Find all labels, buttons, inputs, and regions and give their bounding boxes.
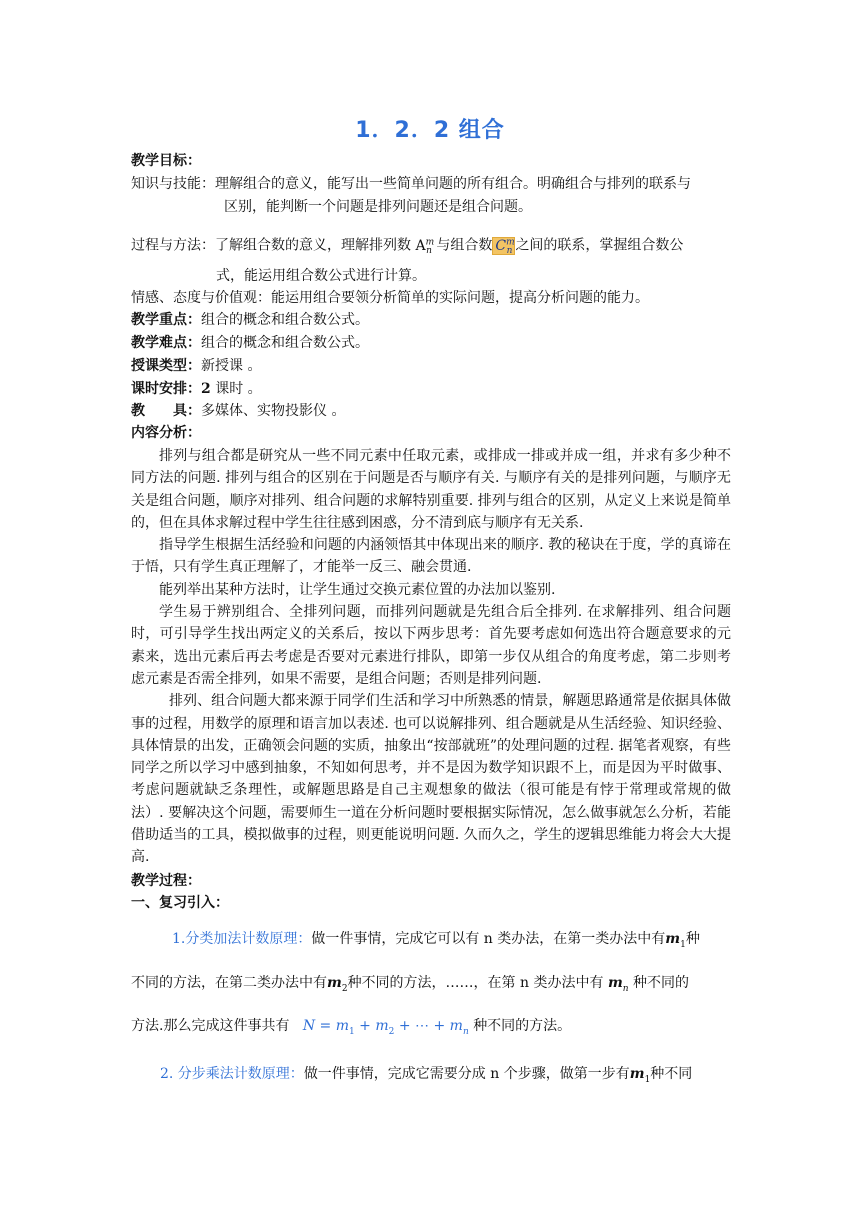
- schedule-num: 2: [201, 381, 211, 397]
- analysis-body: [131, 445, 731, 869]
- tools-line: [131, 400, 731, 422]
- analysis-paragraph-3: 能列举出某种方法时，让学生通过交换元素位置的办法加以鉴别.: [159, 581, 556, 598]
- process-method-line1: [131, 231, 731, 262]
- process-method-line2: 式，能运用组合数公式进行计算。: [216, 268, 426, 284]
- permutation-symbol: $A^m_n$: [415, 237, 435, 257]
- knowledge-skill-line1: 知识与技能：理解组合的意义，能写出一些简单问题的所有组合。明确组合与排列的联系与: [131, 176, 691, 192]
- schedule-label: 课时安排：: [131, 381, 201, 397]
- analysis-paragraph-4: 学生易于辨别组合、全排列问题，而排列问题就是先组合后全排列. 在求解排列、组合问题时，可引导学生找出两定义的关系后，按以下两步思考：首先要考虑如何选出符合题意要求的元素来，选出元素后再去考虑是否要对元素进行排队，即第一步仅从组合的角度考虑，第二步则考虑元素是否需全排列，如果不需要，是组合问题；否则是排列问题.: [131, 604, 731, 687]
- teaching-process-heading: 教学过程：: [131, 873, 201, 889]
- process-method-prefix: 过程与方法：了解组合数的意义，理解排列数: [131, 237, 416, 254]
- combination-symbol: $C^m_n$: [492, 237, 515, 255]
- add-principle-text-2b: 种不同的方法，……，在第 n 类办法中有: [347, 975, 604, 991]
- add-principle-line3: [131, 1015, 731, 1043]
- mn-symbol: $m_n$: [607, 975, 629, 994]
- add-principle-text-3b: 种不同的方法。: [473, 1018, 572, 1034]
- add-principle-line1: [172, 928, 772, 956]
- add-principle-label: 1.分类加法计数原理：: [172, 931, 312, 947]
- difficulty-label: 教学难点：: [131, 335, 201, 351]
- add-principle-line2: [131, 972, 731, 1000]
- emotion-line: 情感、态度与价值观：能运用组合要领分析简单的实际问题，提高分析问题的能力。: [131, 290, 649, 306]
- key-point-line: [131, 309, 731, 331]
- page-title: 1．2．2 组合: [355, 118, 505, 143]
- mul-principle-label: 2. 分步乘法计数原理：: [160, 1066, 304, 1082]
- teaching-goals-heading: 教学目标：: [131, 153, 201, 169]
- add-principle-text-3a: 方法.那么完成这件事共有: [131, 1018, 290, 1034]
- lesson-type-line: [131, 355, 731, 377]
- analysis-paragraph-1: 排列与组合都是研究从一些不同元素中任取元素，或排成一排或并成一组，并求有多少种不同方法的问题. 排列与组合的区别在于问题是否与顺序有关. 与顺序有关的是排列问题，与顺序无关是组合问题，顺序对排列、组合问题的求解特别重要. 排列与组合的区别，从定义上来说是简单的，但在具体求解过程中学生往往感到困惑，分不清到底与顺序有无关系.: [131, 448, 731, 531]
- review-heading: 一、复习引入：: [131, 895, 229, 911]
- process-method-suffix: 之间的联系，掌握组合数公: [515, 237, 684, 254]
- lesson-type-text: 新授课 。: [201, 358, 262, 374]
- mul-principle-text-1-end: 种不同: [650, 1066, 693, 1082]
- m1-symbol: $m_1$: [665, 931, 686, 950]
- knowledge-skill-line2: 区别，能判断一个问题是排列问题还是组合问题。: [224, 199, 532, 215]
- difficulty-line: [131, 332, 731, 354]
- schedule-line: [131, 378, 731, 400]
- m1-symbol-2: $m_1$: [629, 1066, 651, 1085]
- analysis-heading: 内容分析：: [131, 425, 201, 441]
- mul-principle-line1: [160, 1063, 760, 1091]
- difficulty-text: 组合的概念和组合数公式。: [201, 335, 369, 351]
- sum-formula: $N = m_1 + m_2$ + ⋯ + $m_n$: [302, 1018, 469, 1037]
- lesson-type-label: 授课类型：: [131, 358, 201, 374]
- add-principle-text-1: 做一件事情，完成它可以有 n 类办法，在第一类办法中有: [311, 931, 666, 947]
- tools-label: 教 具：: [131, 403, 201, 419]
- tools-text: 多媒体、实物投影仪 。: [201, 403, 346, 419]
- add-principle-text-2c: 种不同的: [633, 975, 690, 991]
- m2-symbol: $m_2$: [327, 975, 348, 994]
- schedule-text: 课时 。: [210, 381, 262, 397]
- analysis-paragraph-5: 排列、组合问题大都来源于同学们生活和学习中所熟悉的情景，解题思路通常是依据具体做事的过程，用数学的原理和语言加以表述. 也可以说解排列、组合题就是从生活经验、知识经验、具体情景的出发，正确领会问题的实质，抽象出“按部就班”的处理问题的过程. 据笔者观察，有些同学之所以学习中感到抽象，不知如何思考，并不是因为数学知识跟不上，而是因为平时做事、考虑问题就缺乏条理性，或解题思路是自己主观想象的做法（很可能是有悖于常理或常规的做法）. 要解决这个问题，需要师生一道在分析问题时要根据实际情况，怎么做事就怎么分析，若能借助适当的工具，模拟做事的过程，则更能说明问题. 久而久之，学生的逻辑思维能力将会大大提高.: [131, 693, 731, 866]
- add-principle-text-2a: 不同的方法，在第二类办法中有: [131, 975, 327, 991]
- key-point-label: 教学重点：: [131, 312, 201, 328]
- add-principle-text-1-end: 种: [685, 931, 700, 947]
- analysis-paragraph-2: 指导学生根据生活经验和问题的内涵领悟其中体现出来的顺序. 教的秘诀在于度，学的真谛在于悟，只有学生真正理解了，才能举一反三、融会贯通.: [131, 537, 731, 576]
- process-method-mid: 与组合数: [431, 237, 493, 254]
- key-point-text: 组合的概念和组合数公式。: [201, 312, 369, 328]
- mul-principle-text-1: 做一件事情，完成它需要分成 n 个步骤，做第一步有: [303, 1066, 630, 1082]
